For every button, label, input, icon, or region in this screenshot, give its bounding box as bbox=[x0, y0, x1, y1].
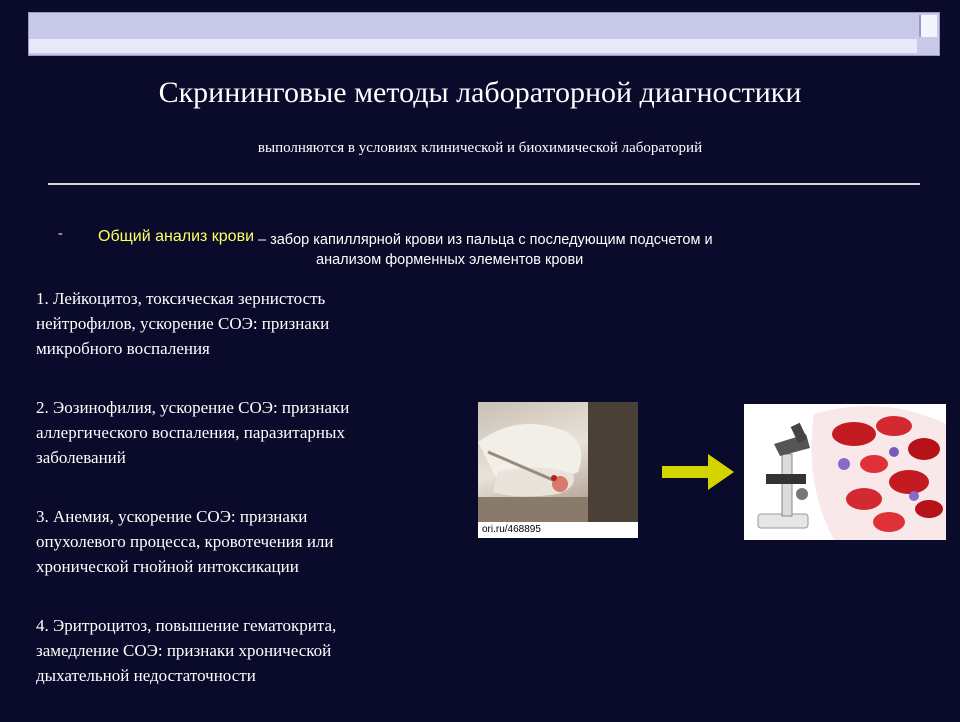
finding-item bbox=[36, 286, 456, 361]
finding-line: 3. Анемия, ускорение СОЭ: признаки bbox=[36, 507, 308, 526]
header-decoration-bar bbox=[28, 12, 940, 56]
finding-line: замедление СОЭ: признаки хронической bbox=[36, 641, 332, 660]
finding-line: хронической гнойной интоксикации bbox=[36, 557, 299, 576]
finding-line: опухолевого процесса, кровотечения или bbox=[36, 532, 334, 551]
cbc-bullet: - bbox=[58, 226, 63, 241]
finding-line: нейтрофилов, ускорение СОЭ: признаки bbox=[36, 314, 330, 333]
finding-line: дыхательной недостаточности bbox=[36, 666, 256, 685]
finding-line: микробного воспаления bbox=[36, 339, 210, 358]
right-arrow-icon bbox=[660, 452, 740, 492]
cbc-description bbox=[258, 230, 898, 270]
findings-list bbox=[36, 286, 456, 722]
finding-line: 4. Эритроцитоз, повышение гематокрита, bbox=[36, 616, 337, 635]
finding-line: 2. Эозинофилия, ускорение СОЭ: признаки bbox=[36, 398, 350, 417]
blood-sample-photo bbox=[478, 402, 638, 538]
cbc-description-line-2: анализом форменных элементов крови bbox=[316, 252, 584, 268]
finding-line: аллергического воспаления, паразитарных bbox=[36, 423, 345, 442]
slide-subtitle: выполняются в условиях клинической и биохимической лабораторий bbox=[257, 140, 703, 156]
cbc-description-line-1: – забор капиллярной крови из пальца с последующим подсчетом и bbox=[258, 232, 713, 248]
header-corner-box bbox=[919, 15, 937, 37]
blood-sample-illustration bbox=[478, 402, 638, 538]
finding-item bbox=[36, 395, 456, 470]
slide-title: Скрининговые методы лабораторной диагностики bbox=[158, 76, 802, 109]
finding-line: 1. Лейкоцитоз, токсическая зернистость bbox=[36, 289, 326, 308]
cbc-term: Общий анализ крови bbox=[98, 228, 255, 245]
microscope-blood-cells-illustration bbox=[744, 404, 946, 540]
divider-line bbox=[48, 183, 920, 185]
finding-line: заболеваний bbox=[36, 448, 126, 467]
finding-item bbox=[36, 613, 456, 688]
microscope-blood-cells-image bbox=[744, 404, 946, 540]
photo-caption: ori.ru/468895 bbox=[478, 522, 638, 538]
finding-item bbox=[36, 504, 456, 579]
header-band bbox=[29, 39, 917, 53]
